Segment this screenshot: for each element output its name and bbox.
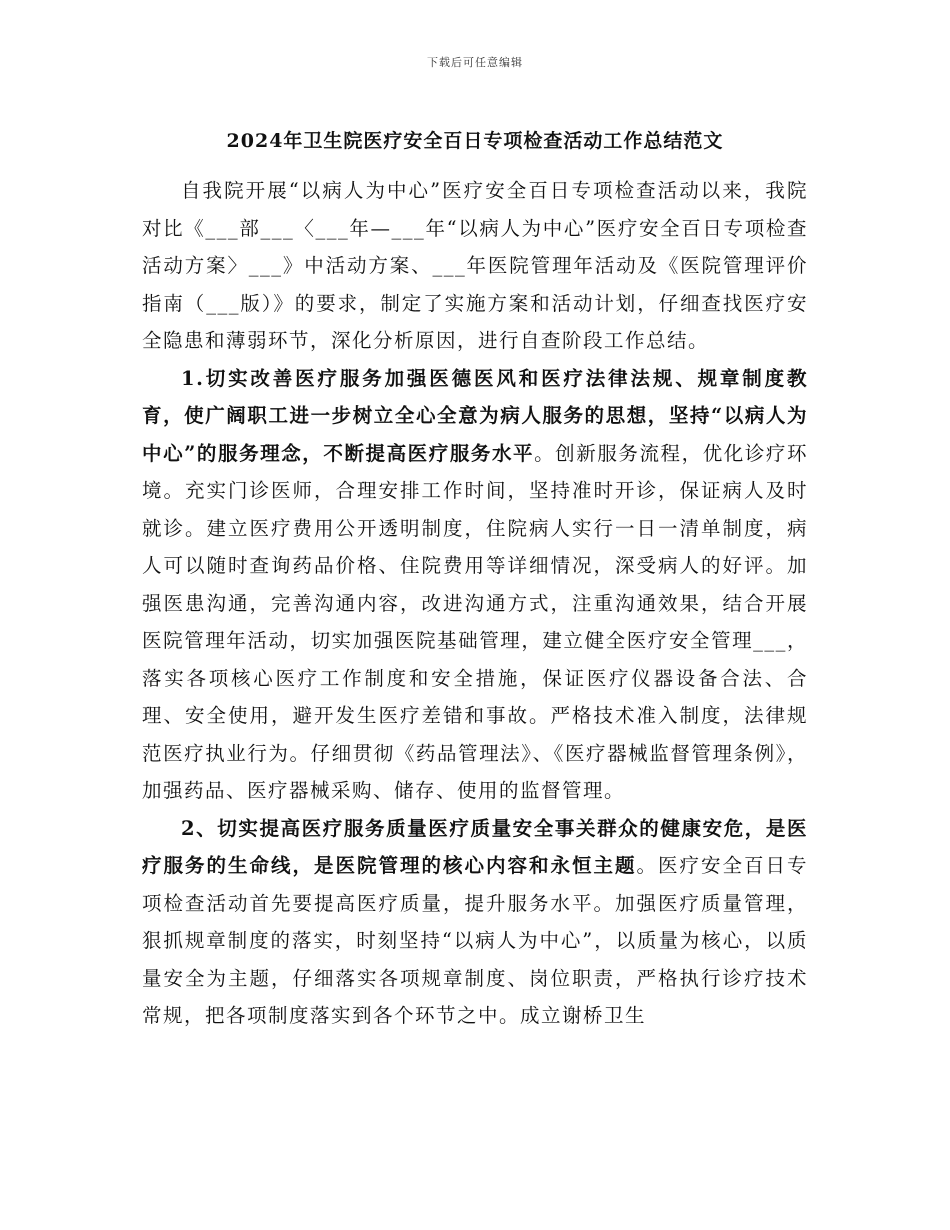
paragraph-text: 。创新服务流程，优化诊疗环境。充实门诊医师，合理安排工作时间，坚持准时开诊，保证病人及时就诊。建立医疗费用公开透明制度，住院病人实行一日一清单制度，病人可以随时查询药品价格、住院费用等详细情况，深受病人的好评。加强医患沟通，完善沟通内容，改进沟通方式，注重沟通效果，结合开展医院管理年活动，切实加强医院基础管理，建立健全医疗安全管理___，落实各项核心医疗工作制度和安全措施，保证医疗仪器设备合法、合理、安全使用，避开发生医疗差错和事故。严格技术准入制度，法律规范医疗执业行为。仔细贯彻《药品管理法》、《医疗器械监督管理条例》，加强药品、医疗器械采购、储存、使用的监督管理。 [142, 441, 808, 802]
paragraph-text: 。医疗安全百日专项检查活动首先要提高医疗质量，提升服务水平。加强医疗质量管理，狠抓规章制度的落实，时刻坚持“以病人为中心”，以质量为核心，以质量安全为主题，仔细落实各项规章制度、岗位职责，严格执行诊疗技术常规，把各项制度落实到各个环节之中。成立谢桥卫生 [142, 854, 808, 1027]
header-note: 下载后可任意编辑 [427, 56, 523, 69]
document-title: 2024年卫生院医疗安全百日专项检查活动工作总结范文 [226, 130, 724, 152]
paragraph-section-2 [142, 810, 808, 1035]
paragraph-heading: 1.切实改善医疗服务加强医德医风和医疗法律法规、规章制度教育，使广阔职工进一步树立全心全意为病人服务的思想，坚持“以病人为中心”的服务理念，不断提高医疗服务水平 [142, 366, 808, 465]
paragraph-text: 自我院开展“以病人为中心”医疗安全百日专项检查活动以来，我院对比《___部___〈___年—___年“以病人为中心”医疗安全百日专项检查活动方案〉___》中活动方案、___年医院管理年活动及《医院管理评价指南（___版）》的要求，制定了实施方案和活动计划，仔细查找医疗安全隐患和薄弱环节，深化分析原因，进行自查阶段工作总结。 [142, 179, 808, 352]
paragraph-heading: 2、切实提高医疗服务质量医疗质量安全事关群众的健康安危，是医疗服务的生命线，是医院管理的核心内容和永恒主题 [142, 816, 808, 877]
paragraph-intro [142, 172, 808, 360]
paragraph-section-1 [142, 360, 808, 810]
document-body [142, 172, 808, 1035]
